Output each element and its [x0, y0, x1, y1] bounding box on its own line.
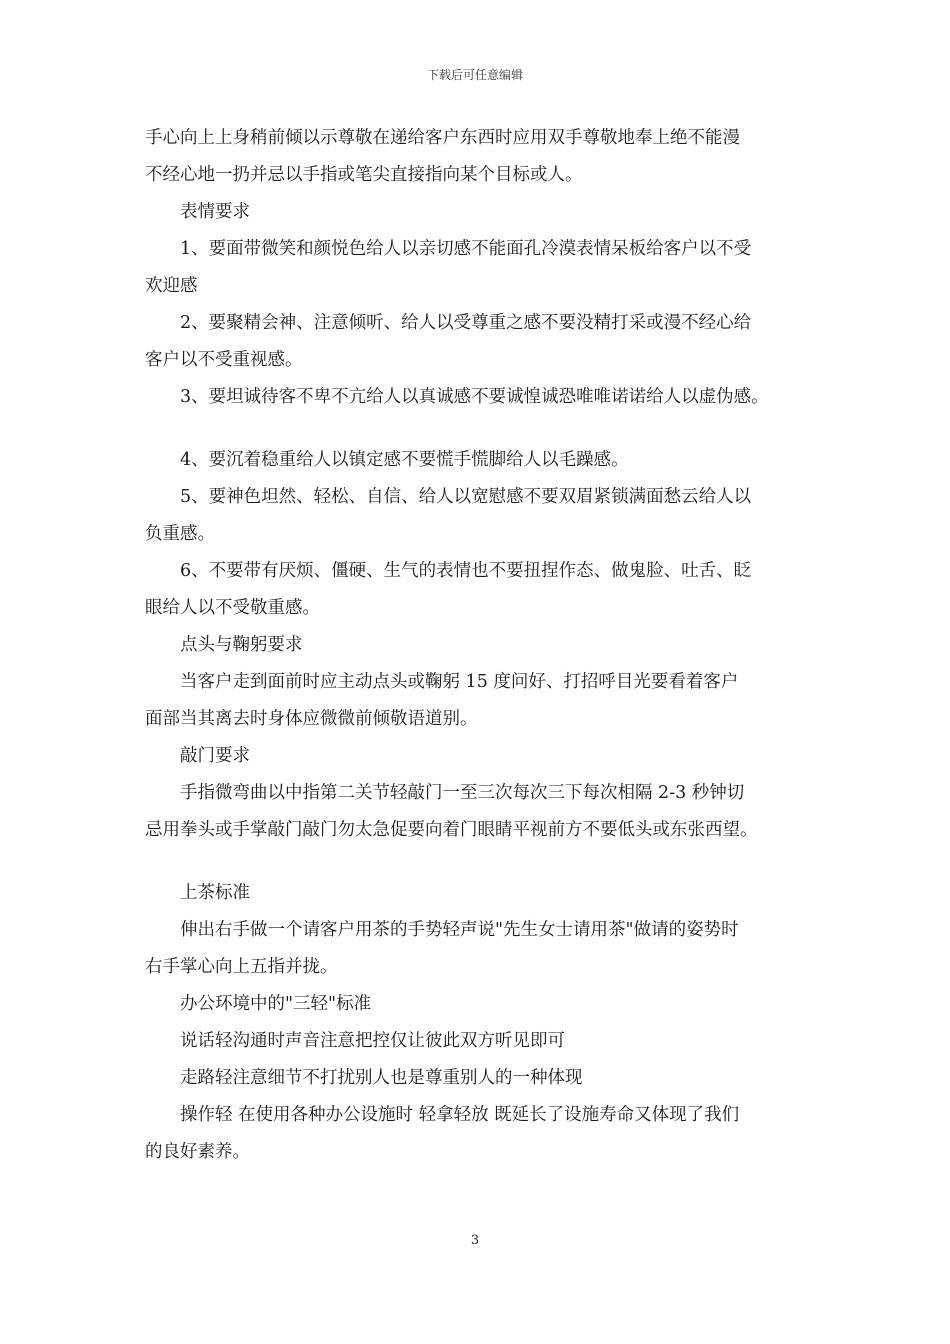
section-heading: 表情要求: [180, 202, 250, 222]
page-number: 3: [470, 1233, 480, 1248]
paragraph-line: 5、要神色坦然、轻松、自信、给人以宽慰感不要双眉紧锁满面愁云给人以: [180, 487, 752, 507]
paragraph-line: 右手掌心向上五指并拢。: [145, 957, 338, 977]
blank-line: [145, 849, 810, 875]
paragraph-line: 的良好素养。: [145, 1142, 250, 1162]
paragraph-line: 走路轻注意细节不打扰别人也是尊重别人的一种体现: [180, 1068, 583, 1088]
paragraph-line: 4、要沉着稳重给人以镇定感不要慌手慌脚给人以毛躁感。: [180, 450, 629, 470]
page-header: 下载后可任意编辑: [426, 68, 523, 82]
paragraph-line: 忌用拳头或手掌敲门敲门勿太急促要向着门眼睛平视前方不要低头或东张西望。: [145, 820, 758, 840]
paragraph-line: 说话轻沟通时声音注意把控仅让彼此双方听见即可: [180, 1031, 565, 1051]
paragraph-line: 手指微弯曲以中指第二关节轻敲门一至三次每次三下每次相隔 2-3 秒钟切: [180, 783, 745, 803]
paragraph-line: 伸出右手做一个请客户用茶的手势轻声说"先生女士请用茶"做请的姿势时: [180, 920, 739, 940]
paragraph-line: 当客户走到面前时应主动点头或鞠躬 15 度问好、打招呼目光要看着客户: [180, 672, 739, 692]
paragraph-line: 眼给人以不受敬重感。: [145, 598, 320, 618]
paragraph-line: 不经心地一扔并忌以手指或笔尖直接指向某个目标或人。: [145, 165, 583, 185]
section-heading: 敲门要求: [180, 746, 250, 766]
paragraph-line: 欢迎感: [145, 276, 198, 296]
paragraph-line: 手心向上上身稍前倾以示尊敬在递给客户东西时应用双手尊敬地奉上绝不能漫: [145, 128, 740, 148]
section-heading: 点头与鞠躬要求: [180, 635, 303, 655]
section-heading: 上茶标准: [180, 883, 250, 903]
paragraph-line: 客户以不受重视感。: [145, 350, 303, 370]
paragraph-line: 面部当其离去时身体应微微前倾敬语道别。: [145, 709, 478, 729]
paragraph-line: 1、要面带微笑和颜悦色给人以亲切感不能面孔冷漠表情呆板给客户以不受: [180, 239, 752, 259]
blank-line: [145, 416, 810, 442]
paragraph-line: 2、要聚精会神、注意倾听、给人以受尊重之感不要没精打采或漫不经心给: [180, 313, 752, 333]
paragraph-line: 3、要坦诚待客不卑不亢给人以真诚感不要诚惶诚恐唯唯诺诺给人以虚伪感。: [180, 387, 769, 407]
paragraph-line: 6、不要带有厌烦、僵硬、生气的表情也不要扭捏作态、做鬼脸、吐舌、眨: [180, 561, 752, 581]
paragraph-line: 负重感。: [145, 524, 215, 544]
section-heading: 办公环境中的"三轻"标准: [180, 994, 372, 1014]
document-body: [145, 120, 810, 1171]
paragraph-line: 操作轻 在使用各种办公设施时 轻拿轻放 既延长了设施寿命又体现了我们: [180, 1105, 740, 1125]
